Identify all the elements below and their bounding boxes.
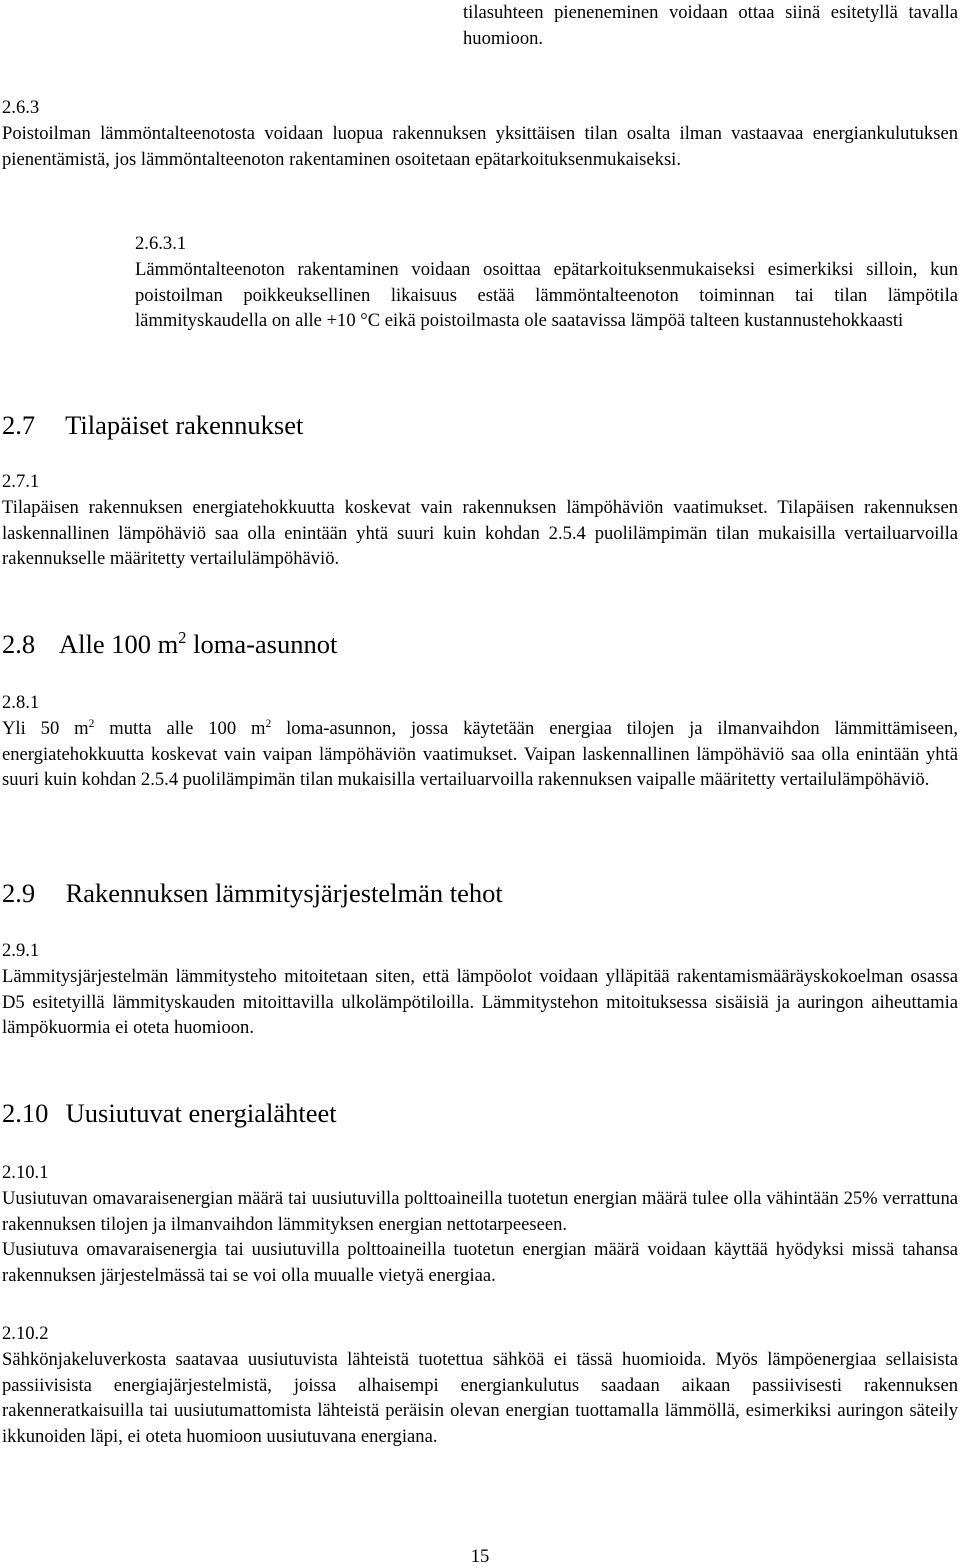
section-2-6-3: [2, 95, 958, 172]
section-number: 2.7.1: [2, 471, 40, 492]
section-2-8-1: [2, 690, 958, 793]
heading-2-8: [2, 628, 337, 660]
heading-number: 2.8: [2, 629, 36, 659]
heading-2-7: [2, 409, 303, 441]
paragraph: tilasuhteen pieneneminen voidaan ottaa siinä esitetyllä tavalla huomioon.: [463, 2, 958, 49]
section-number: 2.9.1: [2, 940, 40, 961]
section-number: 2.10.2: [2, 1323, 49, 1344]
page-number: 15: [470, 1546, 490, 1567]
section-2-9-1: [2, 938, 958, 1041]
heading-2-10: [2, 1097, 337, 1129]
paragraph: Tilapäisen rakennuksen energiatehokkuutta koskevat vain rakennuksen lämpöhäviön vaatimukset. Tilapäisen rakennuksen laskennallinen lämpöhäviö saa olla enintään yhtä suuri kuin kohdan 2.5.4 puolilämpimän tilan mukaisilla vertailuarvoilla rakennukselle määritetty vertailulämpöhäviö.: [2, 496, 958, 570]
heading-number: 2.10: [2, 1098, 49, 1128]
heading-title: Tilapäiset rakennukset: [65, 410, 304, 440]
section-number: 2.10.1: [2, 1162, 49, 1183]
paragraph: Yli 50 $m^2$ mutta alle 100 $m^2$ loma-asunnon, jossa käytetään energiaa tilojen ja ilmanvaihdon lämmittämiseen, energiatehokkuutta koskevat vain vaipan lämpöhäviön vaatimukset. Vaipan laskennallinen lämpöhäviö saa olla enintään yhtä suuri kuin kohdan 2.5.4 puolilämpimän tilan mukaisilla vertailuarvoilla rakennuksen vaipalle määritetty vertailulämpöhäviö.: [2, 717, 958, 791]
paragraph: Uusiutuvan omavaraisenergian määrä tai uusiutuvilla polttoaineilla tuotetun energian määrä tulee olla vähintään 25% verrattuna rakennuksen tilojen ja ilmanvaihdon lämmityksen energian nettotarpeeseen.: [2, 1187, 958, 1235]
heading-title: Rakennuksen lämmitysjärjestelmän tehot: [65, 878, 503, 908]
paragraph: Poistoilman lämmöntalteenotosta voidaan luopua rakennuksen yksittäisen tilan osalta ilman vastaavaa energiankulutuksen pienentämistä, jos lämmöntalteenoton rakentaminen osoitetaan epätarkoituksenmukaiseksi.: [2, 122, 958, 170]
paragraph: Uusiutuva omavaraisenergia tai uusiutuvilla polttoaineilla tuotetun energian määrä voidaan käyttää hyödyksi missä tahansa rakennuksen järjestelmässä tai se voi olla muualle vietyä energiaa.: [2, 1239, 958, 1287]
section-2-10-2: [2, 1321, 958, 1450]
paragraph: Sähkönjakeluverkosta saatavaa uusiutuvista lähteistä tuotettua sähköä ei tässä huomioida. Myös lämpöenergiaa sellaisista passiivisista energiajärjestelmistä, joissa alhaisempi energiankulutus saadaan aikaan passiivisesti rakennuksen rakenneratkaisuilla tai uusiutumattomista lähteistä peräisin olevan energian tuottamalla lämmöllä, esimerkiksi auringon säteily ikkunoiden läpi, ei oteta huomioon uusiutuvana energiana.: [2, 1348, 958, 1448]
heading-number: 2.7: [2, 410, 36, 440]
paragraph: Lämmitysjärjestelmän lämmitysteho mitoitetaan siten, että lämpöolot voidaan ylläpitää rakentamismääräyskokoelman osassa D5 esitetyillä lämmityskauden mitoittavilla ulkolämpötiloilla. Lämmitystehon mitoituksessa sisäisiä ja auringon aiheuttamia lämpökuormia ei oteta huomioon.: [2, 965, 958, 1039]
section-2-6-3-1: [135, 231, 958, 334]
continuation-text: [463, 0, 958, 52]
section-number: 2.6.3.1: [135, 233, 187, 254]
heading-number: 2.9: [2, 878, 36, 908]
heading-title: Alle 100 $m^2$ loma-asunnot: [59, 628, 338, 659]
paragraph: Lämmöntalteenoton rakentaminen voidaan osoittaa epätarkoituksenmukaiseksi esimerkiksi silloin, kun poistoilman poikkeuksellinen likaisuus estää lämmöntalteenoton toiminnan tai tilan lämpötila lämmityskaudella on alle +10 °C eikä poistoilmasta ole saatavissa lämpöä talteen kustannustehokkaasti: [135, 258, 958, 332]
section-number: 2.6.3: [2, 97, 40, 118]
section-number: 2.8.1: [2, 692, 40, 713]
heading-title: Uusiutuvat energialähteet: [65, 1098, 337, 1128]
heading-2-9: [2, 877, 503, 909]
section-2-10-1: [2, 1160, 958, 1289]
section-2-7-1: [2, 469, 958, 572]
